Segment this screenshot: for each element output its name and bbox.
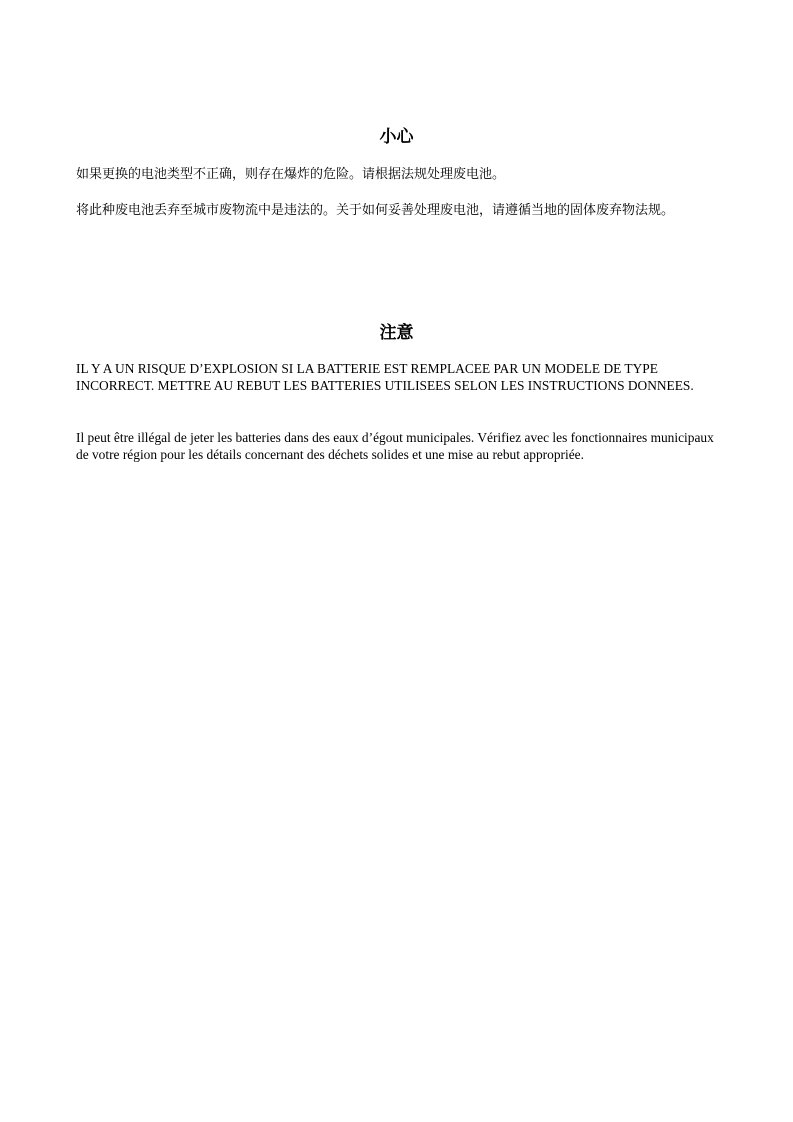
notice-heading: 注意 xyxy=(379,323,414,343)
caution-heading: 小心 xyxy=(379,127,414,147)
caution-paragraph-battery-disposal: 将此种废电池丢弃至城市废物流中是违法的。关于如何妥善处理废电池，请遵循当地的固体废弃物法规。 xyxy=(76,203,675,218)
notice-paragraph-disposal-regulations: Il peut être illégal de jeter les batteries dans des eaux d’égout municipales. Vérifiez avec les fonctionnaires municipaux de votre région pour les détails concernant des déchets solides et une mise au rebut appropriée. xyxy=(76,430,714,462)
notice-paragraph-explosion-risk: IL Y A UN RISQUE D’EXPLOSION SI LA BATTERIE EST REMPLACEE PAR UN MODELE DE TYPE INCORRECT. METTRE AU REBUT LES BATTERIES UTILISEES SELON LES INSTRUCTIONS DONNEES. xyxy=(76,361,694,393)
caution-paragraph-battery-replacement: 如果更换的电池类型不正确，则存在爆炸的危险。请根据法规处理废电池。 xyxy=(76,167,506,182)
